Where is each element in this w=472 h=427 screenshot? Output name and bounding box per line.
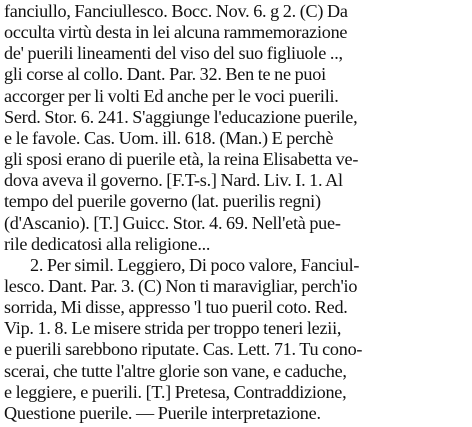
entry-line: accorger per li volti Ed anche per le voci puerili.: [4, 85, 339, 106]
entry-line: tempo del puerile governo (lat. puerilis regni): [4, 191, 321, 212]
entry-line: (d'Ascanio). [T.] Guicc. Stor. 4. 69. Nell'età pue-: [4, 212, 341, 233]
entry-line: scerai, che tutte l'altre glorie son vane, e caduche,: [4, 360, 347, 381]
entry-sense-2-line: 2. Per simil. Leggiero, Di poco valore, Fanciul-: [30, 254, 360, 275]
entry-line: occulta virtù desta in lei alcuna rammemorazione: [4, 22, 348, 43]
entry-line: Vip. 1. 8. Le misere strida per troppo teneri lezii,: [4, 318, 342, 339]
entry-line: sorrida, Mi disse, appresso 'l tuo pueril coto. Red.: [4, 297, 348, 318]
entry-line: rile dedicatosi alla religione...: [4, 233, 211, 254]
entry-line: gli sposi erano di puerile età, la reina Elisabetta ve-: [4, 149, 359, 170]
entry-line: de' puerili lineamenti del viso del suo figliuole ..,: [4, 43, 343, 64]
entry-line: Questione puerile. — Puerile interpretazione.: [4, 402, 321, 423]
entry-line: gli corse al collo. Dant. Par. 32. Ben te ne puoi: [4, 64, 326, 85]
entry-line: fanciullo, Fanciullesco. Bocc. Nov. 6. g 2. (C) Da: [4, 1, 348, 21]
entry-line: e leggiere, e puerili. [T.] Pretesa, Contraddizione,: [4, 381, 347, 402]
entry-line: Serd. Stor. 6. 241. S'aggiunge l'educazione puerile,: [4, 106, 358, 127]
entry-line: lesco. Dant. Par. 3. (C) Non ti maravigliar, perch'io: [4, 275, 358, 296]
entry-line: e le favole. Cas. Uom. ill. 618. (Man.) E perchè: [4, 127, 334, 148]
entry-line: e puerili sarebbono riputate. Cas. Lett. 71. Tu cono-: [4, 339, 363, 360]
entry-line: dova aveva il governo. [F.T-s.] Nard. Liv. I. 1. Al: [4, 170, 343, 191]
